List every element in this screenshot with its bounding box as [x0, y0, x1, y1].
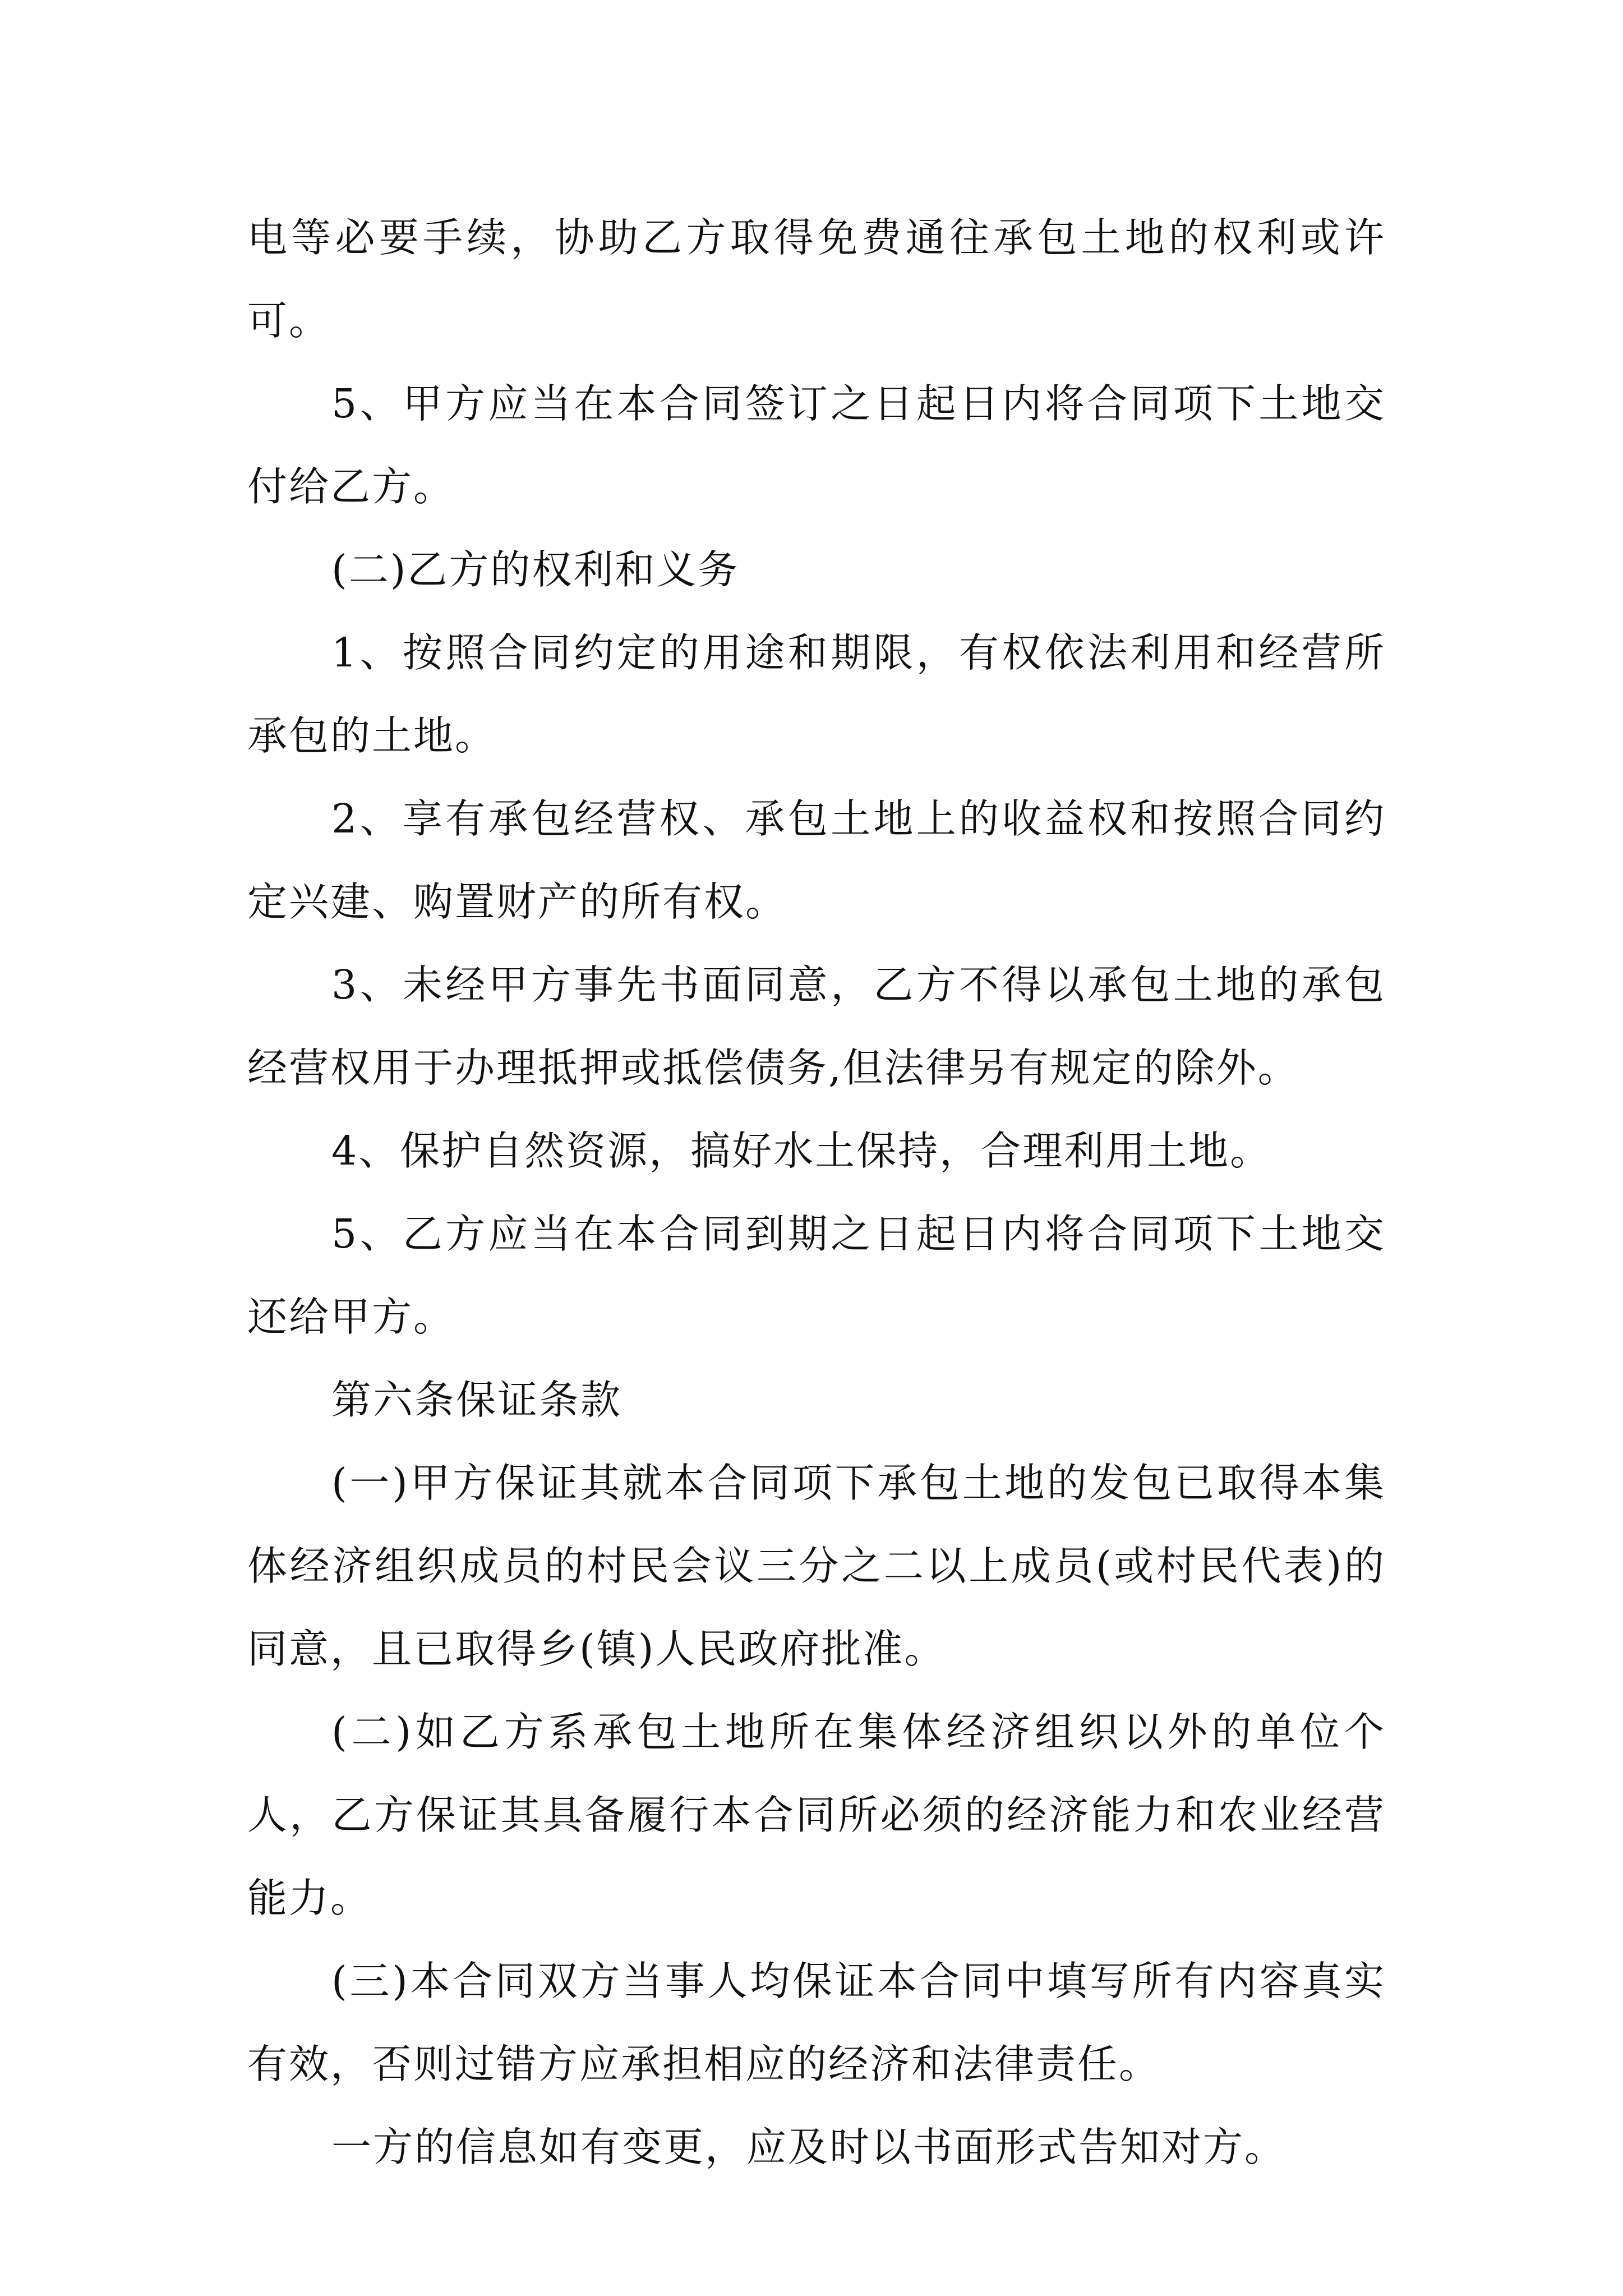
- paragraph-item-5-return: 5、乙方应当在本合同到期之日起日内将合同项下土地交还给甲方。: [247, 1211, 1386, 1340]
- section-heading-party-b-rights: (二)乙方的权利和义务: [331, 546, 740, 593]
- paragraph-item-5-delivery: 5、甲方应当在本合同签订之日起日内将合同项下土地交付给乙方。: [247, 380, 1386, 510]
- paragraph-guarantee-1: (一)甲方保证其就本合同项下承包土地的发包已取得本集体经济组织成员的村民会议三分之二以上成员(或村民代表)的同意，且已取得乡(镇)人民政府批准。: [247, 1460, 1386, 1672]
- paragraph-continuation: 电等必要手续，协助乙方取得免费通往承包土地的权利或许可。: [247, 214, 1386, 344]
- document-body: [247, 196, 1386, 2189]
- paragraph-guarantee-2: (二)如乙方系承包土地所在集体经济组织以外的单位个人，乙方保证其具备履行本合同所必须的经济能力和农业经营能力。: [247, 1709, 1386, 1921]
- paragraph-item-1: 1、按照合同约定的用途和期限，有权依法利用和经营所承包的土地。: [247, 629, 1386, 759]
- paragraph-item-4: 4、保护自然资源，搞好水土保持，合理利用土地。: [331, 1128, 1272, 1174]
- article-heading-guarantee: 第六条保证条款: [331, 1377, 623, 1423]
- paragraph-guarantee-3: (三)本合同双方当事人均保证本合同中填写所有内容真实有效，否则过错方应承担相应的经济和法律责任。: [247, 1958, 1386, 2087]
- paragraph-item-3: 3、未经甲方事先书面同意，乙方不得以承包土地的承包经营权用于办理抵押或抵偿债务,但法律另有规定的除外。: [247, 961, 1386, 1091]
- paragraph-notice: 一方的信息如有变更，应及时以书面形式告知对方。: [331, 2124, 1287, 2170]
- paragraph-item-2: 2、享有承包经营权、承包土地上的收益权和按照合同约定兴建、购置财产的所有权。: [247, 795, 1386, 925]
